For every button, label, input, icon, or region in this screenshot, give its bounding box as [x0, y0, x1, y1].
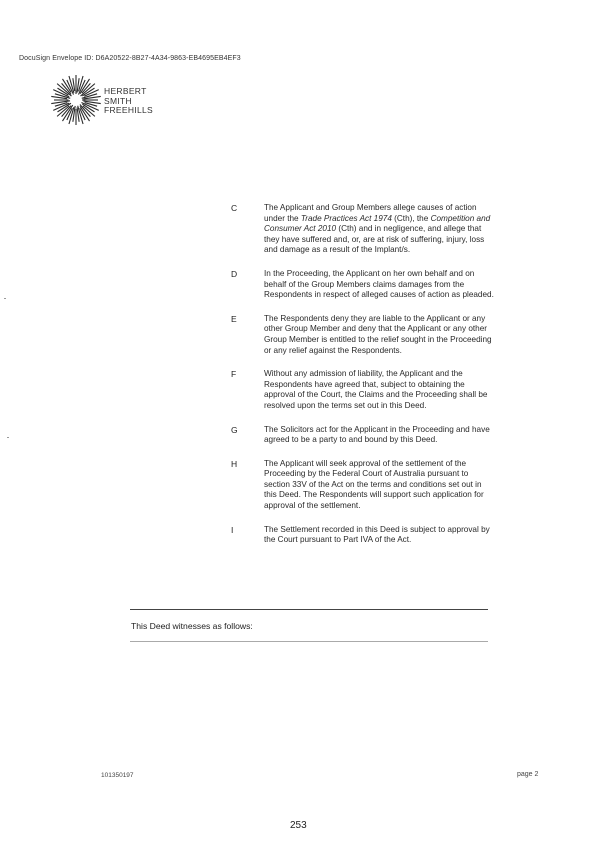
recital-letter: D	[231, 268, 238, 279]
divider-top	[130, 609, 488, 610]
recital-d	[231, 269, 496, 301]
recital-text: Without any admission of liability, the Applicant and the Respondents have agreed that, subject to obtaining the approval of the Court, the Claims and the Proceeding shall be resolved upon the terms set out in this Deed.	[264, 369, 488, 410]
firm-name-line-1: HERBERT	[104, 86, 147, 96]
divider-bottom	[130, 641, 488, 642]
recital-letter: H	[231, 458, 238, 469]
recital-letter: F	[231, 369, 237, 380]
recital-letter: C	[231, 203, 238, 213]
recital-text: The Settlement recorded in this Deed is subject to approval by the Court pursuant to Part IVA of the Act.	[264, 524, 490, 545]
firm-logo-icon	[50, 74, 102, 126]
recital-text: The Respondents deny they are liable to the Applicant or any other Group Member and deny that the Applicant or any other Group Member is entitled to the relief sought in the Proceeding or any relief against the Respondents.	[264, 313, 492, 355]
firm-name-line-3: FREEHILLS	[104, 105, 153, 115]
page-label: page 2	[517, 771, 539, 778]
scan-speck	[4, 298, 6, 299]
witness-statement: This Deed witnesses as follows:	[131, 621, 253, 631]
page-number: 253	[290, 820, 307, 831]
recital-g	[231, 425, 496, 446]
firm-name-line-2: SMITH	[104, 95, 132, 106]
recital-text: The Applicant will seek approval of the settlement of the Proceeding by the Federal Court of Australia pursuant to section 33V of the Act on the terms and conditions set out in this Deed. The Respondents will support such application for approval of the settlement.	[264, 458, 484, 511]
recital-text: In the Proceeding, the Applicant on her own behalf and on behalf of the Group Members claims damages from the Respondents in respect of alleged causes of action as pleaded.	[264, 268, 494, 300]
scan-speck	[7, 437, 9, 438]
recital-h	[231, 459, 496, 512]
recital-c	[231, 203, 496, 256]
document-number: 101350197	[101, 772, 134, 779]
recital-text: The Solicitors act for the Applicant in the Proceeding and have agreed to be a party to and bound by this Deed.	[264, 424, 490, 445]
recital-letter: E	[231, 313, 237, 324]
recital-letter: I	[231, 524, 234, 535]
recital-letter: G	[231, 424, 238, 435]
recitals-list	[231, 203, 496, 559]
recital-e	[231, 314, 496, 356]
recital-f	[231, 369, 496, 411]
docusign-envelope-id: DocuSign Envelope ID: D6A20522-8B27-4A34-9863-EB4695EB4EF3	[19, 55, 241, 62]
recital-text: The Applicant and Group Members allege causes of action under the Trade Practices Act 1974 (Cth), the Competition and Consumer Act 2010 (Cth) and in negligence, and allege that they have suffered and, or, are at risk of suffering, injury, loss and damage as a result of the Implant/s.	[264, 203, 491, 255]
firm-name	[104, 87, 153, 116]
recital-i	[231, 525, 496, 546]
